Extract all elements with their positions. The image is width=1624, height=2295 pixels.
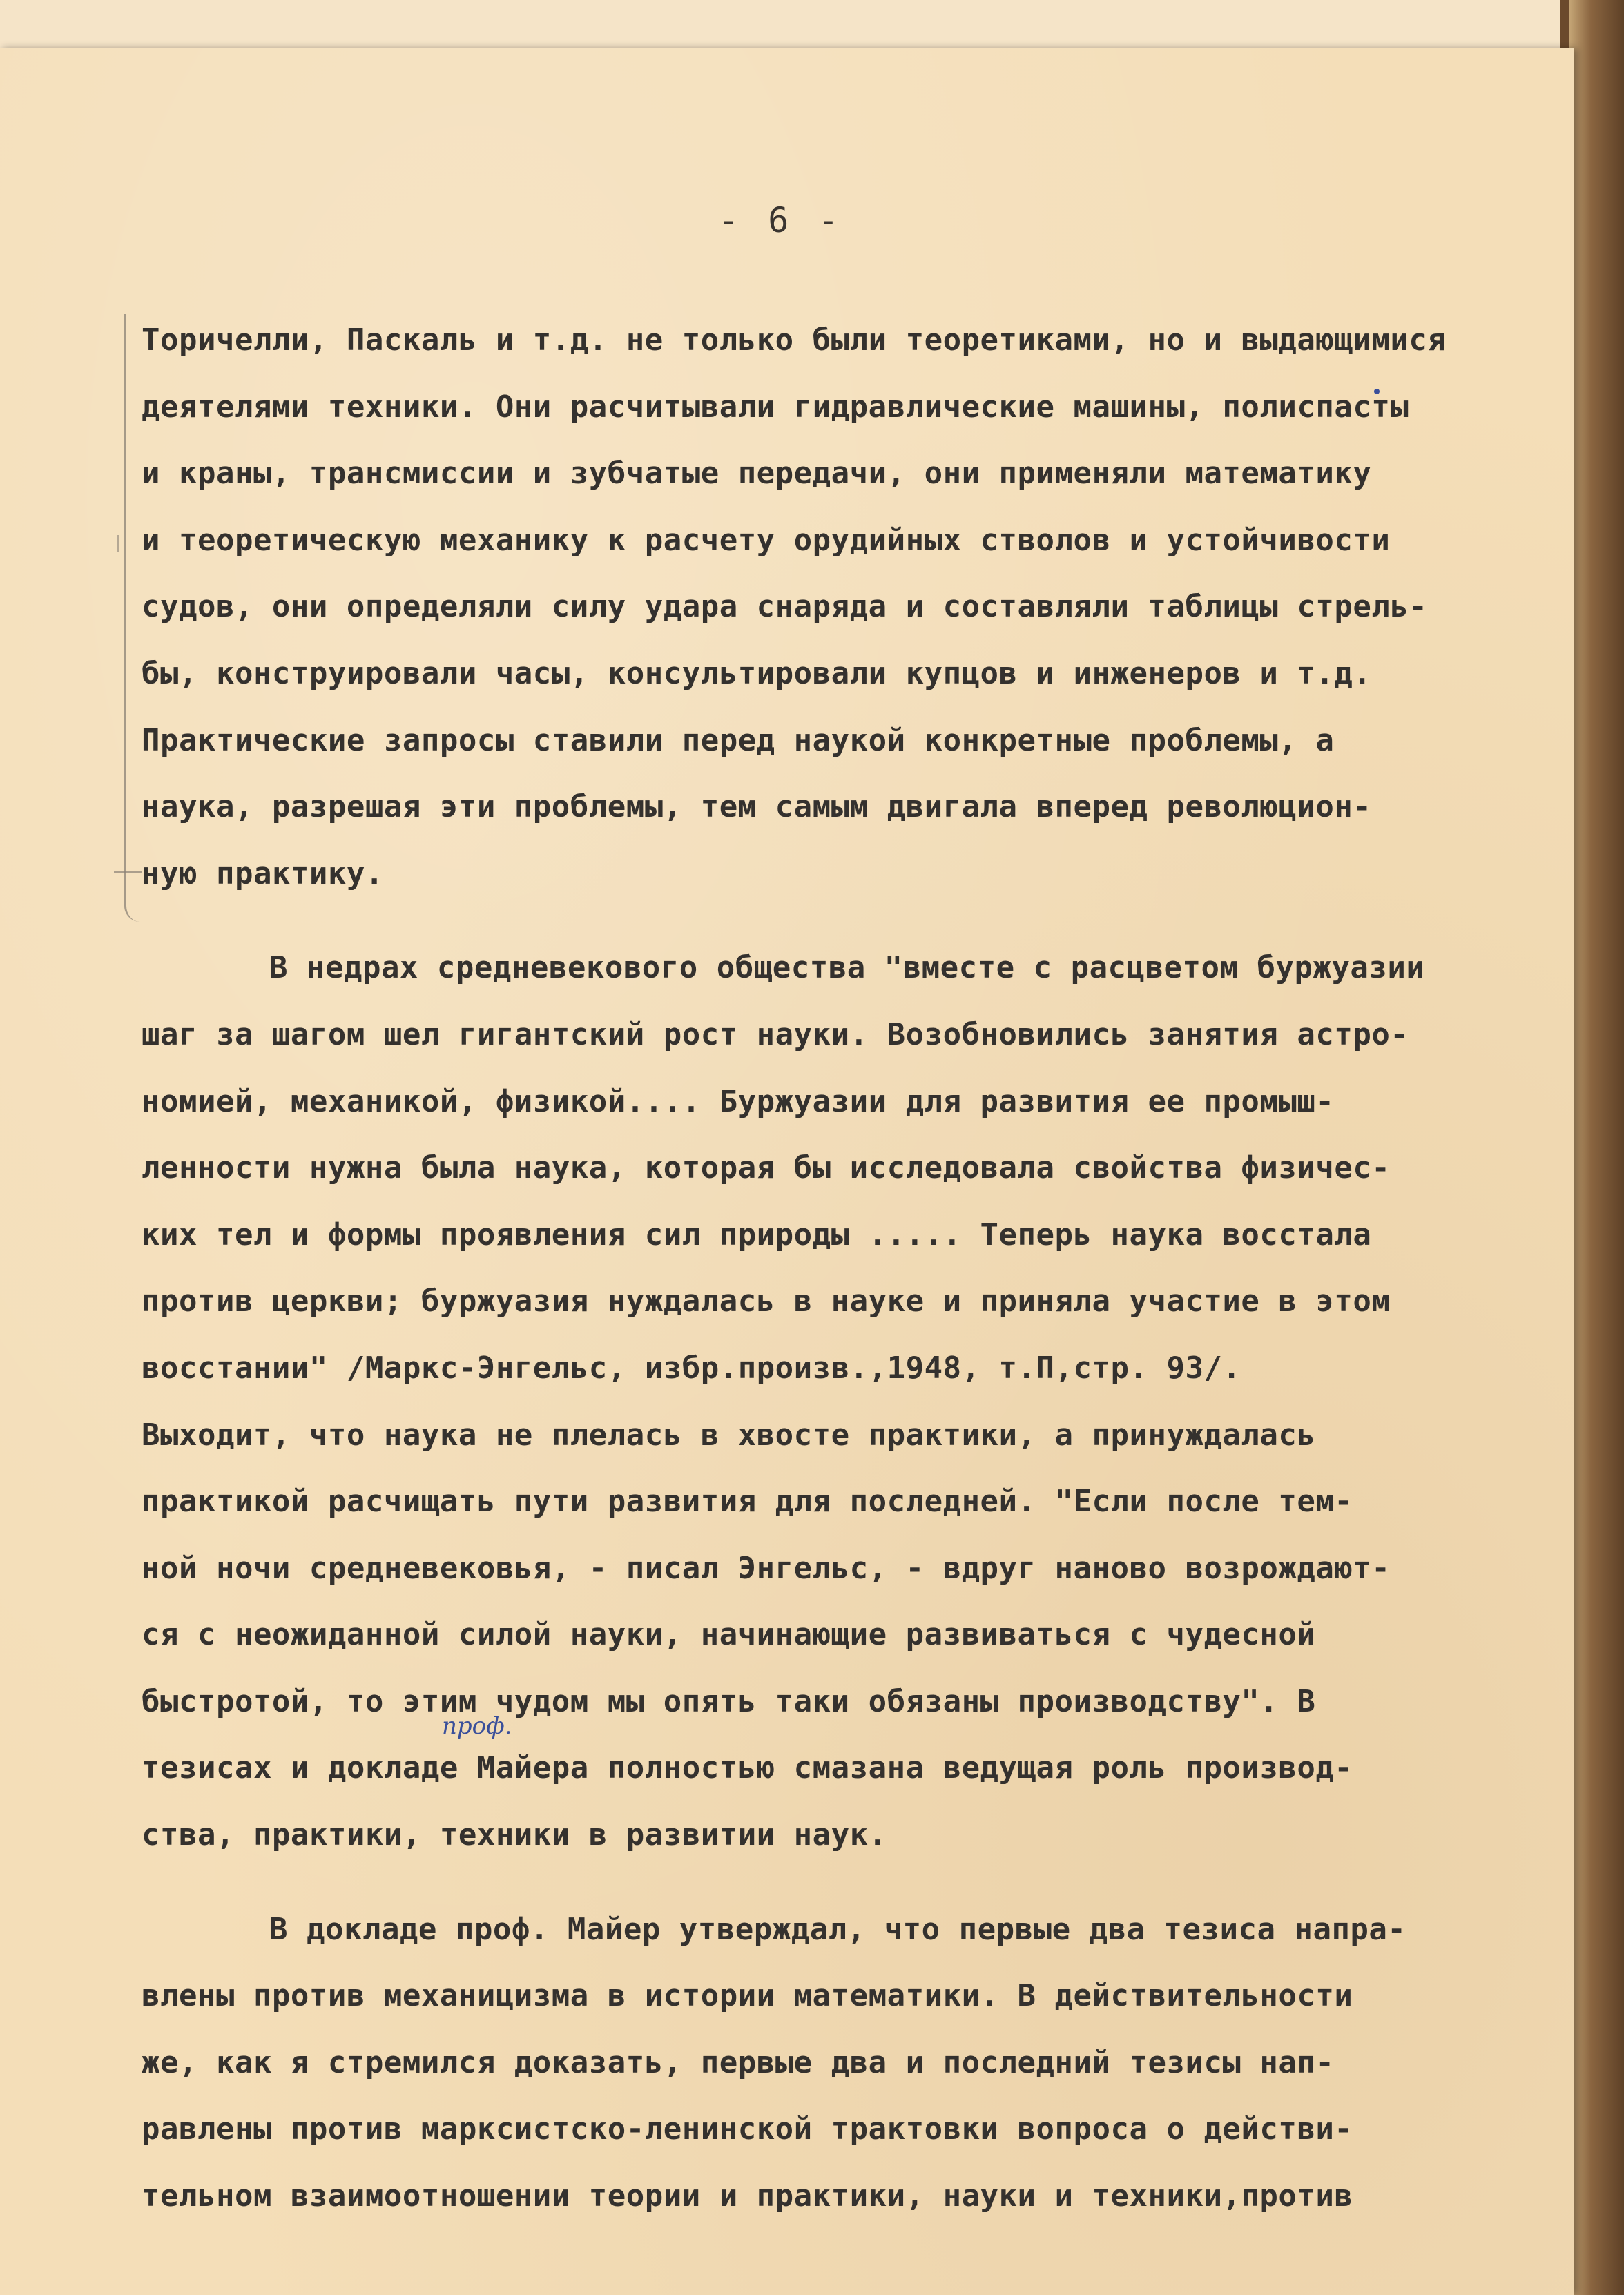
- text-line: и теоретическую механику к расчету орудийных стволов и устойчивости: [142, 522, 1391, 558]
- text-line: ства, практики, техники в развитии наук.: [142, 1817, 887, 1853]
- text-line: влены против механицизма в истории математики. В действительности: [142, 1978, 1353, 2014]
- text-line: ся с неожиданной силой науки, начинающие развиваться с чудесной: [142, 1617, 1316, 1653]
- paragraph-3: [142, 1897, 1516, 2230]
- text-line: ленности нужна была наука, которая бы исследовала свойства физичес-: [142, 1150, 1391, 1186]
- paragraph-gap: [142, 907, 1516, 935]
- margin-pencil-mark: [117, 535, 119, 552]
- text-line: судов, они определяли силу удара снаряда и составляли таблицы стрель-: [142, 589, 1428, 625]
- text-line: практикой расчищать пути развития для последней. "Если после тем-: [142, 1484, 1353, 1520]
- text-line: Выходит, что наука не плелась в хвосте практики, а принуждалась: [142, 1417, 1316, 1453]
- paragraph-gap: [142, 1869, 1516, 1897]
- text-line: наука, разрешая эти проблемы, тем самым двигала вперед революцион-: [142, 789, 1372, 825]
- underlying-sheet: [0, 0, 1560, 50]
- text-line: против церкви; буржуазия нуждалась в науке и приняла участие в этом: [142, 1284, 1391, 1319]
- typed-text-body: [142, 307, 1516, 2230]
- text-line: тезисах и докладе Майера полностью смазана ведущая роль производ-: [142, 1750, 1353, 1786]
- paragraph-1: [142, 307, 1516, 907]
- page-edge-shadow: [1569, 0, 1624, 2295]
- text-line: быстротой, то этим чудом мы опять таки обязаны производству". В: [142, 1683, 1316, 1719]
- text-line: тельном взаимоотношении теории и практики, науки и техники,против: [142, 2178, 1353, 2214]
- page-number: - 6 -: [718, 200, 843, 240]
- handwritten-note: проф.: [442, 1712, 512, 1740]
- text-line: шаг за шагом шел гигантский рост науки. Возобновились занятия астро-: [142, 1016, 1409, 1052]
- text-line: ную практику.: [142, 855, 384, 891]
- text-line: и краны, трансмиссии и зубчатые передачи, они применяли математику: [142, 456, 1372, 492]
- text-line: ной ночи средневековья, - писал Энгельс, - вдруг наново возрождают-: [142, 1550, 1391, 1586]
- text-line: Торичелли, Паскаль и т.д. не только были теоретиками, но и выдающимися: [142, 322, 1447, 358]
- text-line: ких тел и формы проявления сил природы ..... Теперь наука восстала: [142, 1217, 1372, 1252]
- text-line: же, как я стремился доказать, первые два и последний тезисы нап-: [142, 2044, 1335, 2080]
- text-line: В недрах средневекового общества "вместе с расцветом буржуазии: [269, 950, 1425, 986]
- text-line: восстании" /Маркс-Энгельс, избр.произв.,1948, т.П,стр. 93/.: [142, 1350, 1241, 1386]
- text-line: равлены против марксистско-ленинской трактовки вопроса о действи-: [142, 2111, 1353, 2147]
- text-line: В докладе проф. Майер утверждал, что первые два тезиса напра-: [269, 1911, 1406, 1947]
- text-line: бы, конструировали часы, консультировали купцов и инженеров и т.д.: [142, 655, 1372, 691]
- text-line: деятелями техники. Они расчитывали гидравлические машины, полиспасты: [142, 389, 1409, 425]
- paragraph-2: [142, 935, 1516, 1868]
- margin-bracket-tick: [114, 871, 142, 873]
- text-line: Практические запросы ставили перед наукой конкретные проблемы, а: [142, 722, 1335, 758]
- margin-bracket-mark: [124, 314, 140, 922]
- text-line: номией, механикой, физикой.... Буржуазии для развития ее промыш-: [142, 1083, 1335, 1119]
